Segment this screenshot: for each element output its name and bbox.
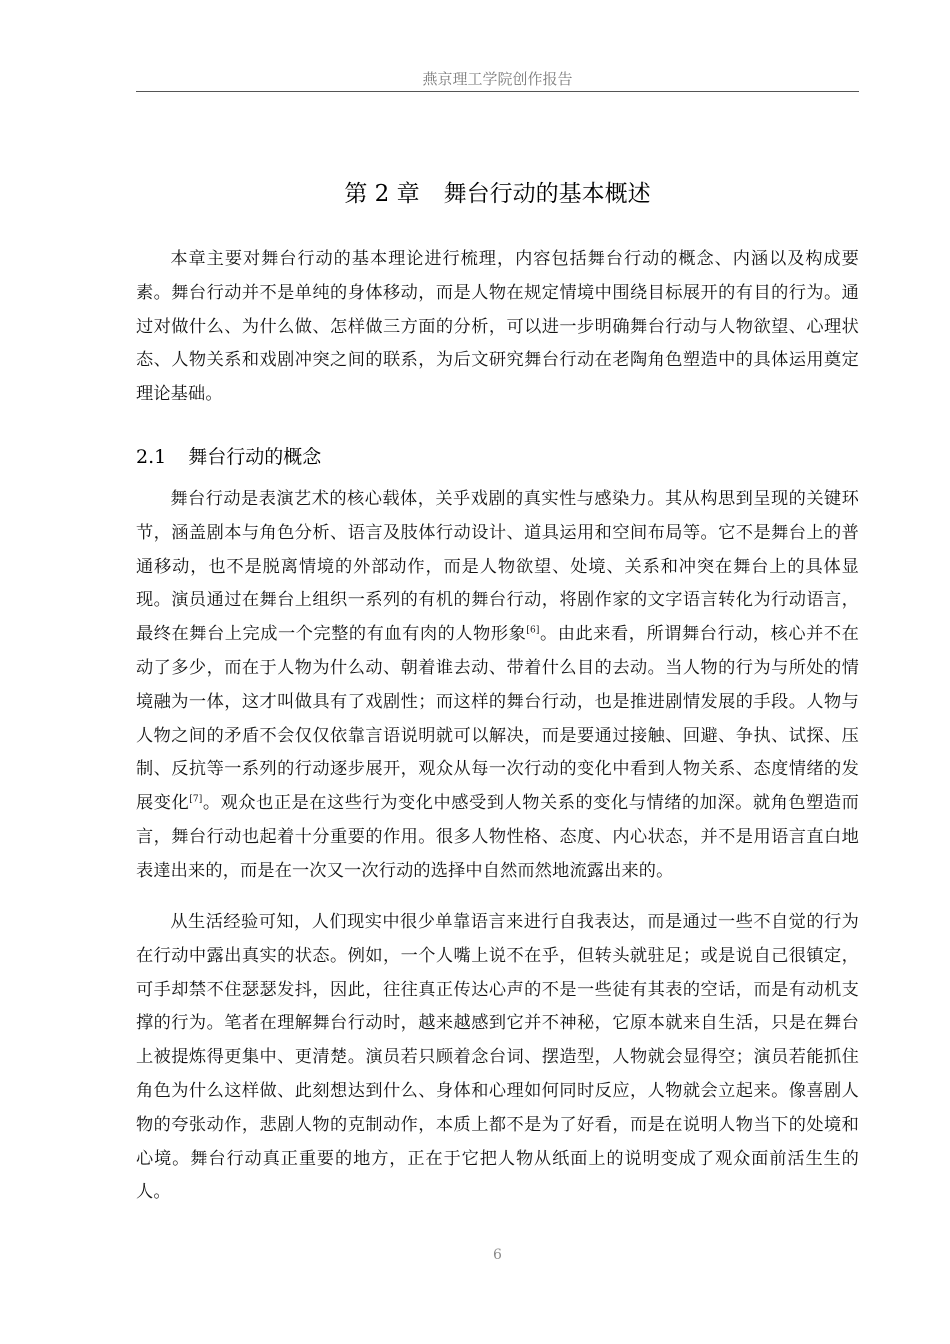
body-paragraph-1	[136, 483, 859, 889]
chapter-number: 第 2 章	[344, 181, 420, 207]
header-rule	[136, 91, 859, 92]
citation-7: [7]	[189, 794, 203, 805]
intro-paragraph: 本章主要对舞台行动的基本理论进行梳理，内容包括舞台行动的概念、内涵以及构成要素。舞台行动并不是单纯的身体移动，而是人物在规定情境中围绕目标展开的有目的行为。通过对做什么、为什么做、怎样做三方面的分析，可以进一步明确舞台行动与人物欲望、心理状态、人物关系和戏剧冲突之间的联系，为后文研究舞台行动在老陶角色塑造中的具体运用奠定理论基础。	[136, 249, 859, 405]
chapter-title-text: 舞台行动的基本概述	[443, 181, 651, 207]
paragraph-1-part-2: 。由此来看，所谓舞台行动，核心并不在动了多少，而在于人物为什么动、朝着谁去动、带着什么目的去动。当人物的行为与所处的情境融为一体，这才叫做具有了戏剧性；而这样的舞台行动，也是推进剧情发展的手段。人物与人物之间的矛盾不会仅仅依靠言语说明就可以解决，而是要通过接触、回避、争执、试探、压制、反抗等一系列的行动逐步展开，观众从每一次行动的变化中看到人物关系、态度情绪的发展变化	[136, 624, 859, 814]
page-number: 6	[493, 1247, 502, 1263]
paragraph-1-part-3: 。观众也正是在这些行为变化中感受到人物关系的变化与情绪的加深。就角色塑造而言，舞台行动也起着十分重要的作用。很多人物性格、态度、内心状态，并不是用语言直白地表達出来的，而是在一次又一次行动的选择中自然而然地流露出来的。	[136, 793, 859, 881]
section-heading	[136, 441, 321, 473]
paragraph-1-part-1: 舞台行动是表演艺术的核心载体，关乎戏剧的真实性与感染力。其从构思到呈现的关键环节，涵盖剧本与角色分析、语言及肢体行动设计、道具运用和空间布局等。它不是舞台上的普通移动，也不是脱离情境的外部动作，而是人物欲望、处境、关系和冲突在舞台上的具体显现。演员通过在舞台上组织一系列的有机的舞台行动，将剧作家的文字语言转化为行动语言，最终在舞台上完成一个完整的有血有肉的人物形象	[136, 489, 859, 645]
body-paragraph-2: 从生活经验可知，人们现实中很少单靠语言来进行自我表达，而是通过一些不自觉的行为在行动中露出真实的状态。例如，一个人嘴上说不在乎，但转头就驻足；或是说自己很镇定，可手却禁不住瑟瑟发抖，因此，往往真正传达心声的不是一些徒有其表的空话，而是有动机支撑的行为。笔者在理解舞台行动时，越来越感到它并不神秘，它原本就来自生活，只是在舞台上被提炼得更集中、更清楚。演员若只顾着念台词、摆造型，人物就会显得空；演员若能抓住角色为什么这样做、此刻想达到什么、身体和心理如何同时反应，人物就会立起来。像喜剧人物的夸张动作，悲剧人物的克制动作，本质上都不是为了好看，而是在说明人物当下的处境和心境。舞台行动真正重要的地方，正在于它把人物从纸面上的说明变成了观众面前活生生的人。	[136, 912, 859, 1203]
citation-6: [6]	[526, 625, 540, 636]
section-title-text: 舞台行动的概念	[188, 446, 322, 468]
running-header: 燕京理工学院创作报告	[422, 70, 573, 88]
section-number: 2.1	[136, 446, 167, 468]
chapter-title	[136, 176, 859, 212]
